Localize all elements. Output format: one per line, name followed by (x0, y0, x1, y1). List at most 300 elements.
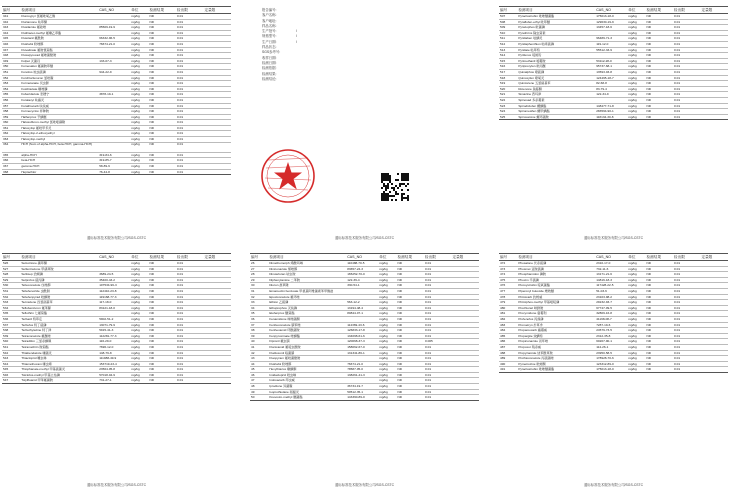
table-cell: Fluvalinate 氟胺氰菊酯 (20, 47, 98, 53)
table-cell: 28 (250, 272, 268, 278)
table-cell: 66332-96-5 (98, 36, 130, 42)
table-cell: ND (397, 311, 424, 317)
table-cell: 0.01 (176, 109, 203, 115)
table-cell: ND (646, 322, 673, 328)
table-cell: Spiroxamine 螺环菌胺 (517, 114, 595, 120)
column-header: 检测项目 (517, 254, 595, 261)
table-cell: Hexythiazox 噻螨酮 (268, 367, 346, 373)
table-cell: mg/kg (130, 372, 148, 378)
table-cell: Phoxim 辛硫磷 (517, 277, 595, 283)
results-table (250, 253, 479, 401)
info-label: 客户名称: (262, 13, 277, 18)
table-cell: 0.01 (673, 103, 700, 109)
table-cell: 0.01 (176, 316, 203, 322)
table-cell: mg/kg (130, 75, 148, 81)
table-cell: 0.01 (673, 36, 700, 42)
table-cell: 13457-18-6 (595, 25, 627, 31)
table-cell: 0.01 (673, 266, 700, 272)
column-header: CAS_NO (346, 254, 378, 261)
table-cell (700, 114, 728, 120)
table-cell: mg/kg (378, 372, 396, 378)
table-cell: ND (646, 356, 673, 362)
table-cell: Thiamethoxam 噻虫嗪 (20, 361, 98, 367)
table-cell: 0.01 (176, 75, 203, 81)
table-cell: mg/kg (130, 30, 148, 36)
table-cell: 479 (499, 300, 517, 306)
table-cell: 478 (499, 294, 517, 300)
table-cell: 0.01 (673, 97, 700, 103)
table-cell: Pirimiphos-methyl 甲基嘧啶磷 (517, 300, 595, 306)
info-label: 检测结论: (262, 76, 277, 81)
table-cell: Spiromesifen 螺甲螨酯 (517, 109, 595, 115)
table-cell: mg/kg (130, 378, 148, 384)
table-cell: mg/kg (130, 58, 148, 64)
table-cell: Pyridaphenthion 哒嗪硫磷 (517, 41, 595, 47)
table-cell: Tolclofos-methyl 甲基立枯磷 (20, 372, 98, 378)
table-cell: 0.01 (673, 311, 700, 317)
table-cell: ND (646, 75, 673, 81)
table-cell: 344 (2, 30, 20, 36)
table-cell: mg/kg (627, 328, 645, 334)
table-cell: 0.01 (673, 30, 700, 36)
table-cell: 0.01 (176, 64, 203, 70)
table-cell: HCH (Sum of alpha-HCH, beta-HCH, gamma-HCH) (20, 142, 98, 152)
table-cell: Diuron 敌草隆 (268, 283, 346, 289)
table-cell: 158062-67-0 (346, 344, 378, 350)
table-cell: ND (646, 333, 673, 339)
table-cell: mg/kg (378, 367, 396, 373)
table-cell: 510 (499, 30, 517, 36)
table-cell: Flonicamid 氟啶虫酰胺 (268, 344, 346, 350)
table-cell: Isoprothiolane 稻瘟灵 (268, 389, 346, 395)
table-cell: mg/kg (627, 272, 645, 278)
table-cell: 14816-18-3 (595, 277, 627, 283)
table-cell: mg/kg (130, 328, 148, 334)
table-cell: Indoxacarb 茚虫威 (268, 378, 346, 384)
info-label: 客户地址: (262, 18, 277, 23)
table-cell: 0.01 (424, 316, 451, 322)
table-cell: ND (646, 261, 673, 267)
table-cell: mg/kg (627, 64, 645, 70)
table-cell: Diphenylamine 二苯胺 (268, 277, 346, 283)
table-cell: 67747-09-5 (595, 305, 627, 311)
table-cell: mg/kg (627, 339, 645, 345)
table-cell: ND (646, 25, 673, 31)
table-cell: Thiabendazole 噻菌灵 (20, 350, 98, 356)
table-cell: ND (149, 311, 176, 317)
table-cell: ND (397, 261, 424, 267)
table-cell: mg/kg (627, 333, 645, 339)
table-cell: mg/kg (627, 103, 645, 109)
table-cell: Sulfentrazone 甲磺草胺 (20, 266, 98, 272)
table-cell: 133-07-3 (98, 58, 130, 64)
table-cell: Spirodiclofen 螺螨酯 (517, 103, 595, 109)
table-cell: 356 (2, 97, 20, 103)
info-value: / (296, 34, 297, 39)
column-header: 编号 (499, 7, 517, 14)
table-cell: 543 (2, 356, 20, 362)
table-cell: Tetradifon 三氯杀螨砜 (20, 339, 98, 345)
table-cell (203, 378, 231, 384)
table-cell: ND (149, 30, 176, 36)
table-cell: 359 (2, 114, 20, 120)
table-cell: ND (149, 378, 176, 384)
table-cell: 110488-70-5 (346, 261, 378, 267)
table-cell: mg/kg (130, 25, 148, 31)
table-cell: 118134-30-8 (595, 114, 627, 120)
table-cell: 76-44-8 (98, 169, 130, 175)
column-header: 检测结果 (149, 254, 176, 261)
table-cell: 13194-48-4 (346, 305, 378, 311)
report-page-4 (0, 247, 233, 487)
table-cell: Propoxur 残杀威 (517, 344, 595, 350)
table-cell: 0.01 (673, 356, 700, 362)
table-cell: 0.005 (424, 339, 451, 345)
table-row (499, 114, 728, 120)
table-cell: Flutolanil 氟酰胺 (20, 36, 98, 42)
column-header: 检出限 (673, 254, 700, 261)
table-cell: 0.01 (673, 19, 700, 25)
table-cell: 546 (2, 372, 20, 378)
table-cell: Propamocarb 霜霉威 (517, 328, 595, 334)
table-cell: Spinosad 多杀霉素 (517, 97, 595, 103)
table-cell: Ethoprophos 灭线磷 (268, 305, 346, 311)
table-cell: mg/kg (627, 14, 645, 20)
table-cell: 0.01 (176, 86, 203, 92)
table-cell: 24579-73-5 (595, 328, 627, 334)
table-cell: 0.01 (673, 333, 700, 339)
table-cell: 0.01 (673, 81, 700, 87)
table-cell: mg/kg (130, 97, 148, 103)
table-cell: Forchlorfenuron 氯吡脲 (20, 75, 98, 81)
table-cell: 49 (250, 389, 268, 395)
table-cell: mg/kg (627, 114, 645, 120)
table-cell: Prothioconazole 丙硫菌唑 (517, 356, 595, 362)
table-cell: mg/kg (627, 305, 645, 311)
table-cell: 119-12-0 (595, 41, 627, 47)
table-cell: 480 (499, 305, 517, 311)
table-cell: mg/kg (378, 277, 396, 283)
table-cell: 351 (2, 69, 20, 75)
table-cell: 120068-37-3 (346, 339, 378, 345)
table-cell: Fluopyram 氟吡菌酰胺 (268, 356, 346, 362)
table-cell: mg/kg (130, 266, 148, 272)
table-cell: 5915-41-3 (98, 328, 130, 334)
table-cell: 366 (2, 158, 20, 164)
table-cell: 47 (250, 378, 268, 384)
table-cell: ND (149, 41, 176, 47)
table-cell: ND (149, 109, 176, 115)
table-cell: mg/kg (627, 69, 645, 75)
table-cell: ND (149, 328, 176, 334)
table-cell: ND (149, 305, 176, 311)
table-cell: 509 (499, 25, 517, 31)
table-cell: Prometryn 扑草净 (517, 322, 595, 328)
table-cell: 0.01 (176, 328, 203, 334)
table-cell: 0.01 (176, 272, 203, 278)
table-cell: Tetramethrin 胺菊酯 (20, 344, 98, 350)
table-cell: 0.01 (176, 305, 203, 311)
table-cell: mg/kg (627, 350, 645, 356)
info-label: 生产批号: (262, 29, 277, 34)
table-cell: 527 (2, 266, 20, 272)
table-cell: 58-89-9 (98, 164, 130, 170)
table-cell: 0.01 (673, 283, 700, 289)
table-cell: 0.01 (176, 14, 203, 20)
table-cell: 85509-19-9 (98, 25, 130, 31)
table-cell: ND (149, 14, 176, 20)
table-cell: mg/kg (378, 395, 396, 401)
table-cell: 0.01 (673, 64, 700, 70)
table-cell: mg/kg (130, 36, 148, 42)
table-cell: ND (397, 367, 424, 373)
table-cell: 0.01 (424, 288, 451, 294)
table-cell: ND (646, 311, 673, 317)
info-label: 检测日期: (262, 60, 277, 65)
table-cell: Flurtamone 呋草酮 (20, 19, 98, 25)
table-cell: Fenpyroximate 唑螨酯 (268, 333, 346, 339)
table-cell: 0.01 (176, 158, 203, 164)
table-cell: mg/kg (378, 305, 396, 311)
table-cell: ND (646, 81, 673, 87)
table-cell: mg/kg (627, 81, 645, 87)
table-cell: mg/kg (130, 125, 148, 131)
table-cell (98, 142, 130, 152)
table-cell: 153719-23-4 (98, 361, 130, 367)
table-cell: Pyridate 哒草特 (517, 47, 595, 53)
table-cell: 362 (2, 131, 20, 137)
page-footer: 通标标准技术服务有限公司/SGS-CSTC (334, 483, 395, 487)
page-footer: 通标标准技术服务有限公司/SGS-CSTC (583, 483, 644, 487)
table-cell: ND (149, 75, 176, 81)
table-cell: 0.01 (424, 356, 451, 362)
table-cell: 487 (499, 344, 517, 350)
table-cell: Teflubenzuron 氟苯脲 (20, 305, 98, 311)
table-cell: 355 (2, 92, 20, 98)
table-cell: ND (149, 103, 176, 109)
table-cell: ND (646, 30, 673, 36)
table-cell: 55512-33-9 (595, 47, 627, 53)
table-cell: 29 (250, 277, 268, 283)
table-cell: beta-HCH (20, 158, 98, 164)
table-cell: 78587-05-0 (346, 367, 378, 373)
table-cell: 114-26-1 (595, 344, 627, 350)
table-row (499, 367, 728, 373)
table-cell: 481 (499, 311, 517, 317)
table-cell: ND (397, 288, 424, 294)
info-value: / (296, 29, 297, 34)
table-cell: 0.01 (176, 137, 203, 143)
table-cell: ND (149, 125, 176, 131)
table-cell: Tebuconazole 戊唑醇 (20, 283, 98, 289)
table-cell: 148-79-8 (98, 350, 130, 356)
info-label: 样品状态: (262, 45, 277, 50)
table-cell: 330-54-1 (346, 283, 378, 289)
table-cell: mg/kg (627, 344, 645, 350)
table-cell: 178928-70-6 (595, 356, 627, 362)
table-cell: 525 (499, 114, 517, 120)
table-cell: mg/kg (378, 333, 396, 339)
page-footer: 通标标准技术服务有限公司/SGS-CSTC (334, 236, 395, 240)
table-cell: mg/kg (627, 261, 645, 267)
table-cell: mg/kg (130, 288, 148, 294)
table-cell: 38 (250, 328, 268, 334)
table-cell: 346 (2, 41, 20, 47)
table-cell: ND (397, 361, 424, 367)
table-cell: 35 (250, 311, 268, 317)
table-cell: mg/kg (130, 41, 148, 47)
table-cell: 111988-49-9 (98, 356, 130, 362)
table-cell: mg/kg (627, 92, 645, 98)
table-cell: 0.01 (176, 339, 203, 345)
table-cell: 508 (499, 19, 517, 25)
table-cell: 112281-77-3 (98, 333, 130, 339)
table-row (250, 395, 479, 401)
table-cell: 119168-77-3 (98, 294, 130, 300)
table-cell: Furathiocarb 呋线威 (20, 103, 98, 109)
table-cell: Fenbuconazole 腈苯唑 (268, 322, 346, 328)
table-cell: 472 (499, 261, 517, 267)
table-cell: 520 (499, 86, 517, 92)
table-cell: 80844-07-1 (346, 311, 378, 317)
table-cell: 0.01 (176, 97, 203, 103)
table-cell: ND (149, 114, 176, 120)
table-cell: ND (397, 350, 424, 356)
table-cell: mg/kg (130, 103, 148, 109)
table-cell: 348 (2, 53, 20, 59)
table-cell: 491 (499, 367, 517, 373)
table-cell: gamma-HCH (20, 164, 98, 170)
table-cell: mg/kg (130, 109, 148, 115)
table-cell: ND (397, 272, 424, 278)
table-cell: 364 (2, 142, 20, 152)
table-cell: mg/kg (378, 322, 396, 328)
table-cell (203, 169, 231, 175)
qr-code (381, 173, 409, 201)
table-cell: 0.01 (424, 266, 451, 272)
page-footer: 通标标准技术服务有限公司/SGS-CSTC (583, 236, 644, 240)
table-cell: ND (149, 164, 176, 170)
table-cell: mg/kg (130, 164, 148, 170)
table-cell: Pyridaben 哒螨灵 (517, 36, 595, 42)
table-cell: ND (646, 300, 673, 306)
table-cell: 539 (2, 333, 20, 339)
column-header: 检测结果 (149, 7, 176, 14)
table-cell: ND (646, 14, 673, 20)
table-cell: ND (149, 277, 176, 283)
table-cell: ND (149, 350, 176, 356)
table-cell: 484 (499, 328, 517, 334)
table-cell: 347 (2, 47, 20, 53)
table-cell: 0.01 (176, 311, 203, 317)
table-cell: 27 (250, 266, 268, 272)
table-cell: ND (149, 283, 176, 289)
table-cell: 45 (250, 367, 268, 373)
table-cell: 0.01 (424, 372, 451, 378)
table-cell: 35400-43-2 (98, 277, 130, 283)
table-cell: Prochloraz 咪鲜胺 (517, 305, 595, 311)
table-cell: ND (646, 109, 673, 115)
table-cell: 143390-89-0 (346, 395, 378, 401)
table-cell: Folpet 灭菌丹 (20, 58, 98, 64)
table-cell: mg/kg (627, 41, 645, 47)
table-cell: 544 (2, 361, 20, 367)
table-cell: 490 (499, 361, 517, 367)
table-cell: 0.01 (176, 69, 203, 75)
table-cell: 95737-68-1 (595, 64, 627, 70)
table-cell: Profenofos 丙溴磷 (517, 316, 595, 322)
column-header: 检出限 (176, 254, 203, 261)
table-cell: mg/kg (130, 294, 148, 300)
table-cell: 0.01 (176, 300, 203, 306)
table-cell: mg/kg (378, 361, 396, 367)
table-cell: mg/kg (627, 97, 645, 103)
table-cell: mg/kg (378, 350, 396, 356)
info-label: 规格型号: (262, 34, 277, 39)
table-cell: ND (149, 339, 176, 345)
table-cell: 540 (2, 339, 20, 345)
table-cell: 0.01 (176, 261, 203, 267)
table-cell: ND (646, 103, 673, 109)
results-table (499, 6, 728, 120)
table-cell: ND (149, 294, 176, 300)
table-cell: 319-84-6 (98, 152, 130, 158)
table-cell: 342 (2, 19, 20, 25)
table-cell: 51-03-6 (595, 288, 627, 294)
table-cell: ND (397, 283, 424, 289)
table-cell: mg/kg (627, 19, 645, 25)
column-header: 检出限 (424, 254, 451, 261)
column-header: 检测结果 (646, 7, 673, 14)
table-cell: 96489-71-3 (595, 36, 627, 42)
table-cell: ND (149, 36, 176, 42)
table-cell: Sulprofos 硫丙磷 (20, 277, 98, 283)
table-cell: ND (149, 142, 176, 152)
table-cell: 148477-71-8 (595, 103, 627, 109)
table-cell: ND (646, 294, 673, 300)
table-cell: mg/kg (130, 283, 148, 289)
table-cell: Heptachlor (20, 169, 98, 175)
table-cell: Fenamidone 咪唑菌酮 (268, 316, 346, 322)
table-cell: mg/kg (130, 350, 148, 356)
page-footer: 通标标准技术服务有限公司/SGS-CSTC (86, 236, 147, 240)
table-cell: 0.01 (424, 378, 451, 384)
table-cell: 34 (250, 305, 268, 311)
table-cell: 117428-22-5 (595, 283, 627, 289)
table-cell: ND (397, 384, 424, 390)
table-cell: ND (149, 86, 176, 92)
table-cell: 32809-16-8 (595, 311, 627, 317)
table-cell: ND (397, 328, 424, 334)
table-cell: 23950-58-5 (595, 350, 627, 356)
table-cell: 0.01 (176, 288, 203, 294)
table-cell: 2310-17-0 (595, 261, 627, 267)
table-cell: 83121-18-0 (98, 305, 130, 311)
table-cell: 0.01 (176, 47, 203, 53)
table-cell: mg/kg (130, 86, 148, 92)
table-cell: 533 (2, 300, 20, 306)
table-cell: ND (397, 300, 424, 306)
table-cell: mg/kg (130, 339, 148, 345)
table-cell: 165252-70-0 (346, 272, 378, 278)
table-cell: 360 (2, 120, 20, 126)
table-cell: 482 (499, 316, 517, 322)
table-cell: mg/kg (130, 361, 148, 367)
table-cell: ND (149, 344, 176, 350)
info-label: 检测结果: (262, 71, 277, 76)
table-cell: Tefluthrin 七氟菊酯 (20, 311, 98, 317)
column-header: 定量限 (700, 7, 728, 14)
